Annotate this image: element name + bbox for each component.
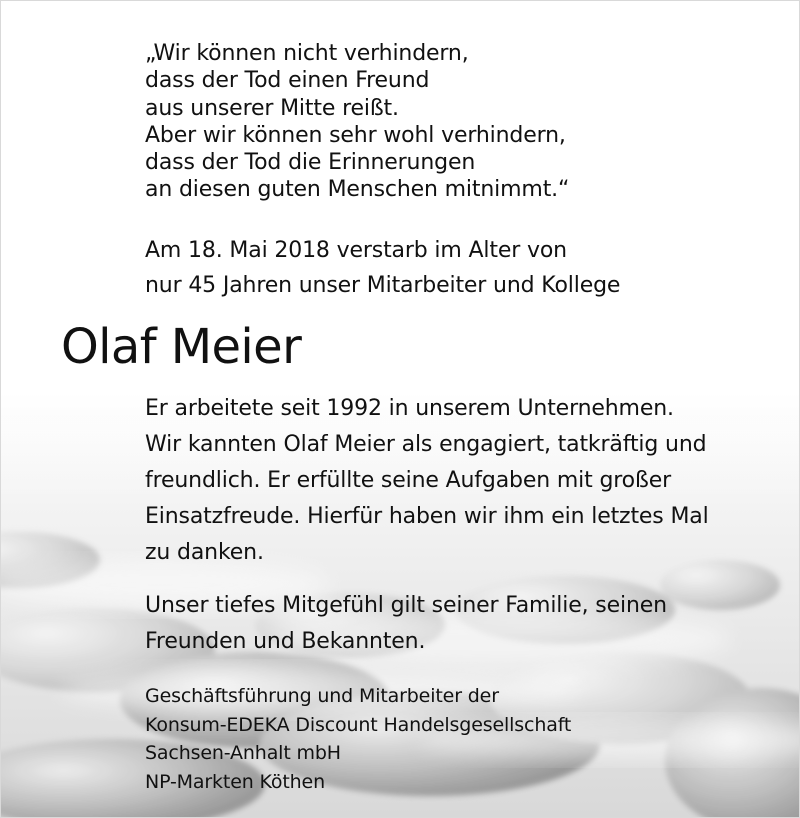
death-announcement: Am 18. Mai 2018 verstarb im Alter von nur 45 Jahren unser Mitarbeiter und Kollege [145,238,621,298]
condolence-message: Unser tiefes Mitgefühl gilt seiner Familie, seinen Freunden und Bekannten. [145,593,667,654]
tribute-paragraph: Er arbeitete seit 1992 in unserem Unternehmen. Wir kannten Olaf Meier als engagiert, tatkräftig und freundlich. Er erfüllte seine Aufgaben mit großer Einsatzfreude. Hierfür haben wir ihm ein letztes Mal zu danken. [145,396,709,565]
memorial-quote: „Wir können nicht verhindern, dass der Tod einen Freund aus unserer Mitte reißt. Aber wir können sehr wohl verhindern, dass der Tod die Erinnerungen an diesen guten Menschen mitnimmt.“ [145,41,570,203]
signature-block: Geschäftsführung und Mitarbeiter der Konsum-EDEKA Discount Handelsgesellschaft Sachsen-Anhalt mbH NP-Markten Köthen [145,685,572,794]
deceased-name: Olaf Meier [61,319,302,375]
